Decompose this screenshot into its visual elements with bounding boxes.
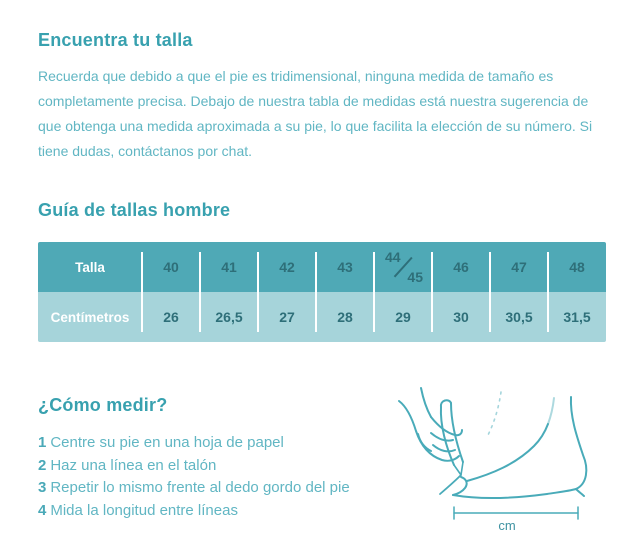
step-text: Repetir lo mismo frente al dedo gordo del pie [50, 479, 350, 496]
size-cell: 40 [163, 259, 179, 275]
row-label-centimetros: Centímetros [50, 309, 130, 325]
size-cell: 48 [569, 259, 585, 275]
cm-cell: 27 [279, 309, 295, 325]
foot-measuring-illustration-icon [397, 385, 619, 537]
size-cell: 42 [279, 259, 295, 275]
page-title: Encuentra tu talla [38, 30, 193, 50]
size-guide-title: Guía de tallas hombre [38, 200, 231, 220]
size-table [38, 242, 606, 342]
cm-cell: 29 [395, 309, 411, 325]
column-divider [141, 252, 143, 332]
cm-cell: 31,5 [563, 309, 591, 325]
size-cell-44-45 [374, 242, 432, 292]
cm-cell: 30 [453, 309, 469, 325]
column-divider [199, 252, 201, 332]
column-divider [489, 252, 491, 332]
cm-cell: 28 [337, 309, 353, 325]
size-cell: 47 [511, 259, 527, 275]
how-to-measure-title: ¿Cómo medir? [38, 395, 168, 415]
cm-cell: 26 [163, 309, 179, 325]
step-number: 4 [38, 501, 47, 519]
step-text: Centre su pie en una hoja de papel [50, 434, 284, 451]
how-to-measure-section [38, 395, 605, 533]
table-row-centimeters [38, 292, 606, 342]
step-text: Mida la longitud entre líneas [50, 501, 238, 519]
cm-cell: 30,5 [505, 309, 533, 325]
size-44: 44 [385, 249, 401, 265]
cm-label: cm [498, 518, 516, 533]
column-divider [373, 252, 375, 332]
step-number: 3 [38, 479, 47, 496]
step-number: 2 [38, 456, 47, 474]
size-45: 45 [407, 269, 423, 285]
column-divider [315, 252, 317, 332]
row-label-talla: Talla [75, 259, 105, 275]
step-number: 1 [38, 434, 47, 451]
column-divider [431, 252, 433, 332]
cm-cell: 26,5 [215, 309, 243, 325]
measurement-line [454, 507, 578, 519]
size-cell: 43 [337, 259, 353, 275]
size-cell: 41 [221, 259, 237, 275]
step-text: Haz una línea en el talón [50, 456, 217, 474]
column-divider [257, 252, 259, 332]
size-cell: 46 [453, 259, 469, 275]
column-divider [547, 252, 549, 332]
table-row-sizes [38, 242, 606, 292]
intro-paragraph: Recuerda que debido a que el pie es tridimensional, ninguna medida de tamaño es completamente precisa. Debajo de nuestra tabla de medidas está nuestra sugerencia de que obtenga una medida aproximada a su pie, lo que facilita la elección de su número. Si tiene dudas, contáctanos por chat. [38, 68, 593, 159]
